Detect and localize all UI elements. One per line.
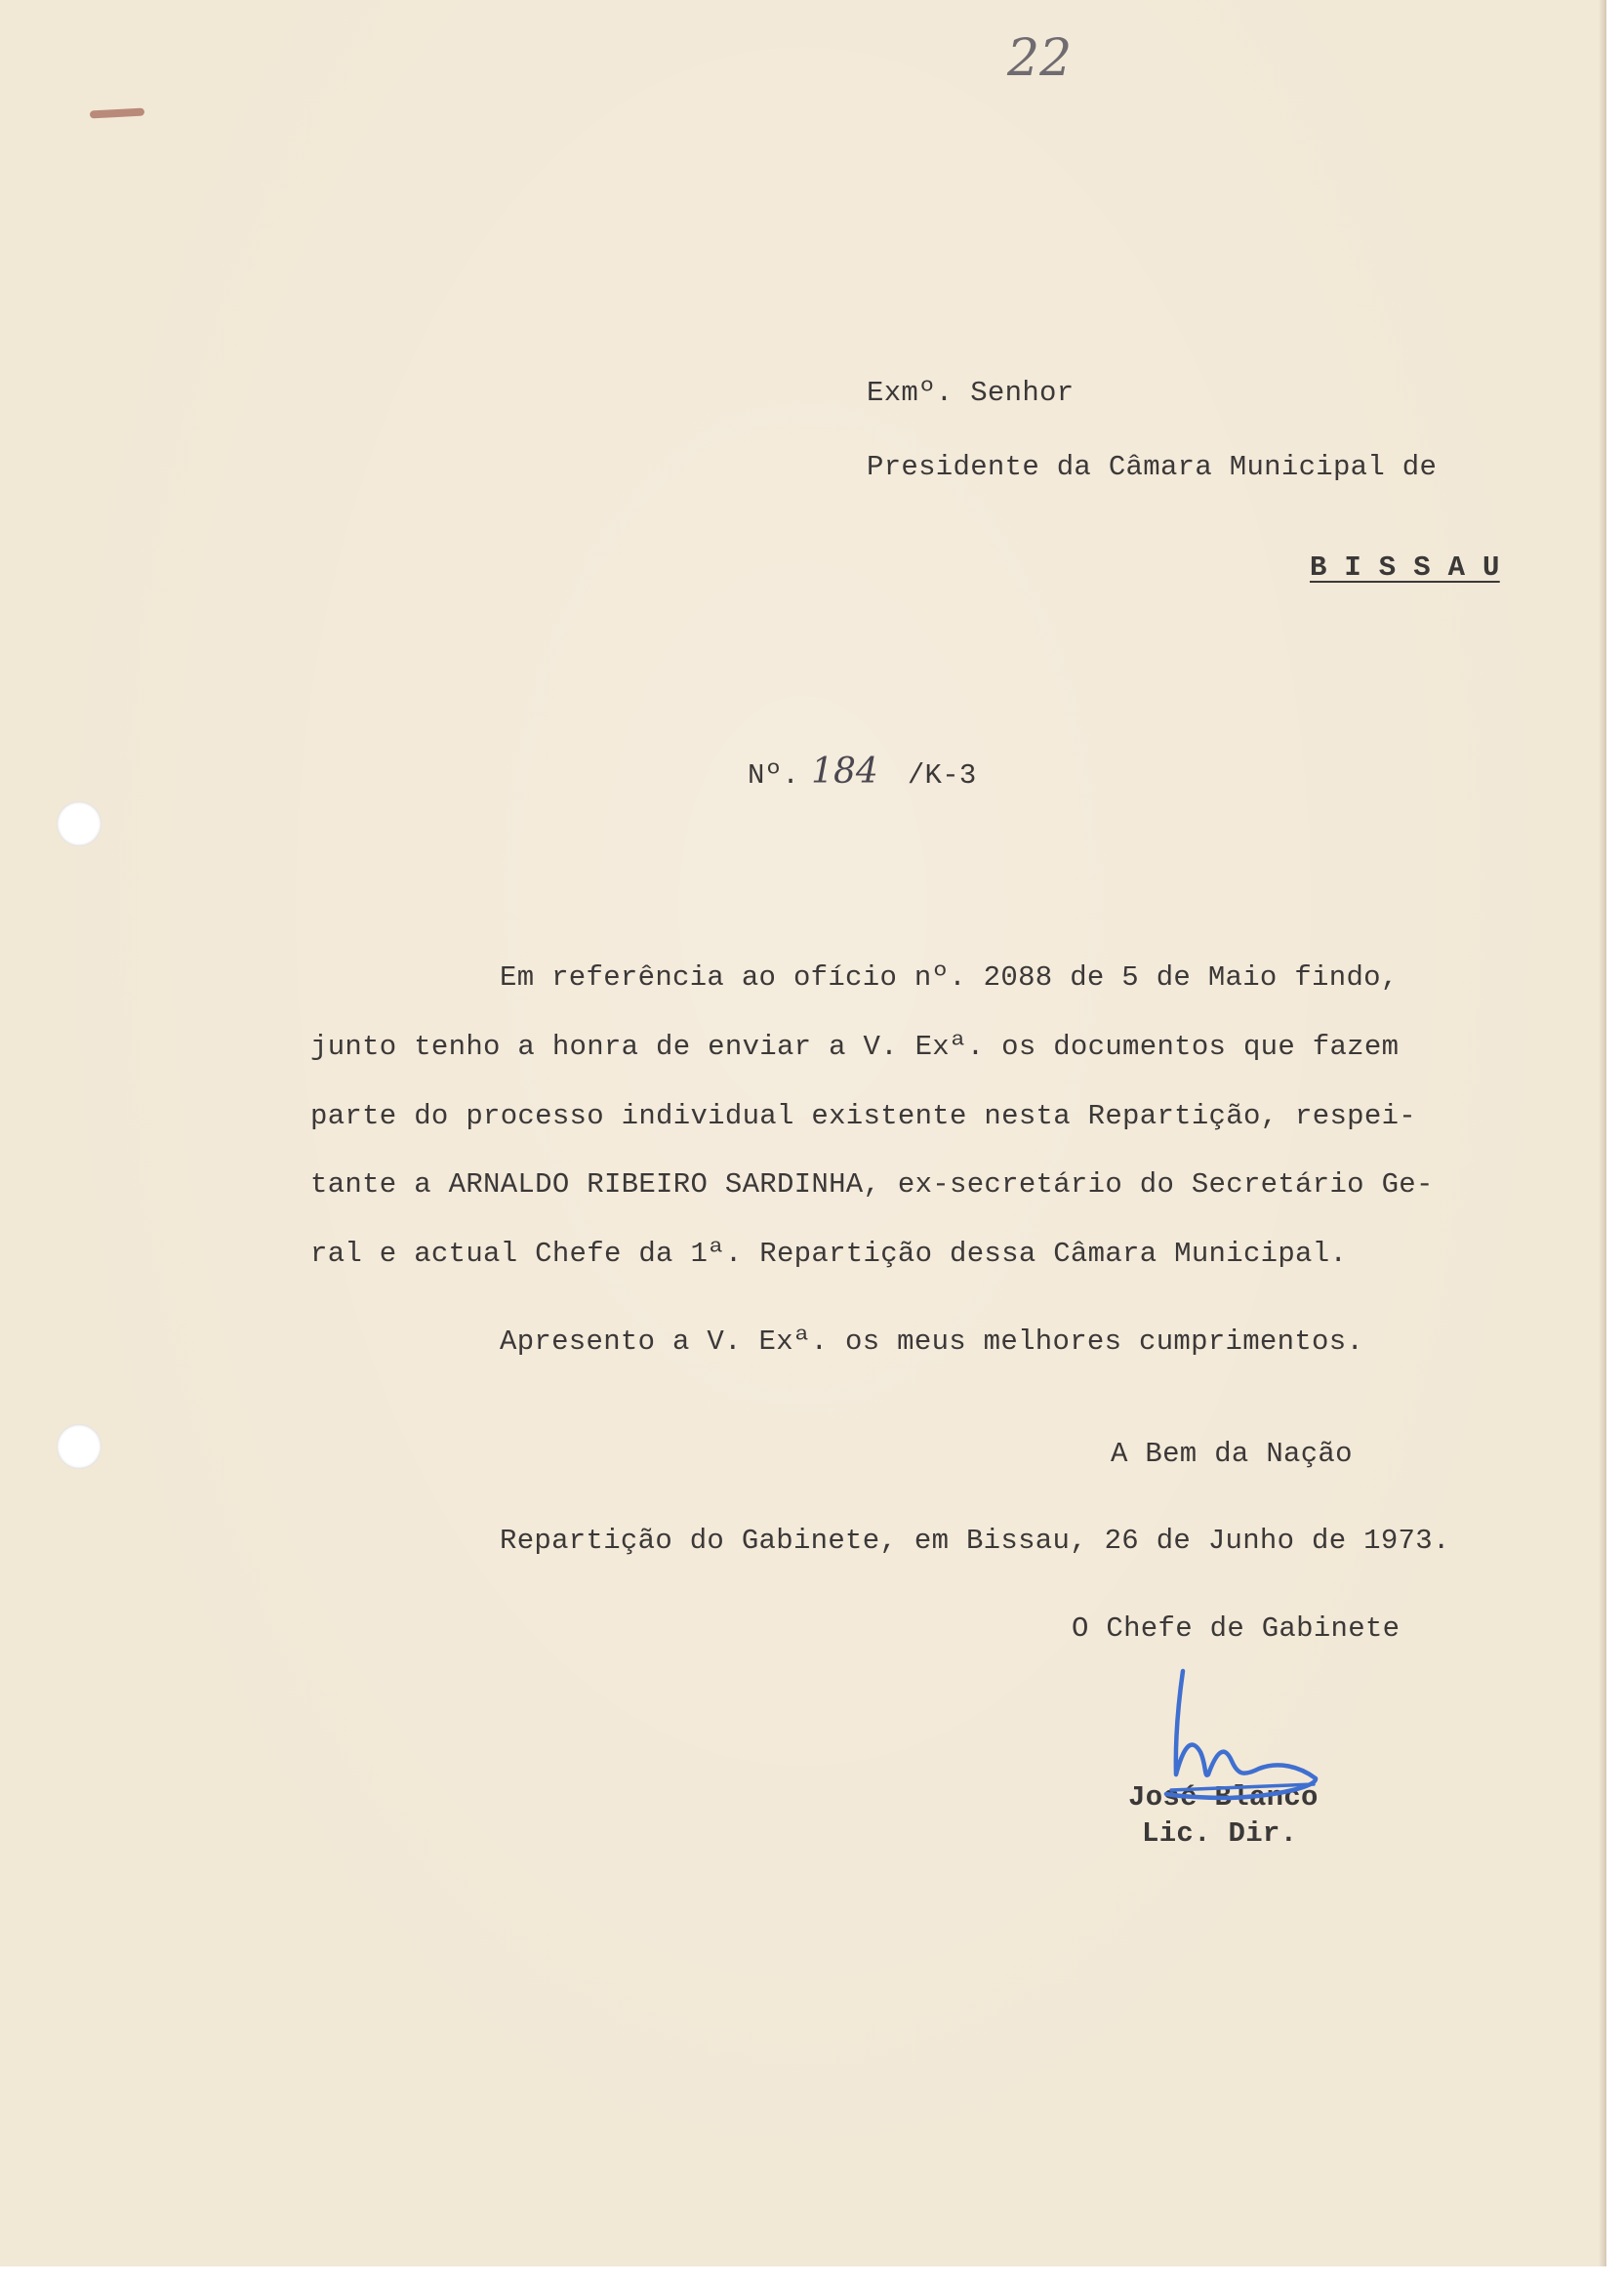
reference-suffix: /K-3 <box>907 759 977 792</box>
reference-prefix: Nº. <box>748 759 800 792</box>
body-line-1: Em referência ao ofício nº. 2088 de 5 de Maio findo, <box>500 961 1399 994</box>
reference-number <box>748 752 977 792</box>
closing-place-date: Repartição do Gabinete, em Bissau, 26 de Junho de 1973. <box>500 1525 1450 1557</box>
body-line-2: junto tenho a honra de enviar a V. Exª. os documentos que fazem <box>310 1031 1400 1063</box>
signatory-credentials: Lic. Dir. <box>1142 1817 1298 1850</box>
paper-stain-mark <box>90 108 144 119</box>
punch-hole-bottom <box>57 1424 102 1469</box>
punch-hole-top <box>57 801 102 846</box>
body-line-3: parte do processo individual existente nesta Repartição, respei- <box>310 1100 1416 1132</box>
signatory-name: José Blanco <box>1128 1781 1319 1814</box>
signatory-role: O Chefe de Gabinete <box>1072 1612 1401 1645</box>
page-edge-shadow <box>1599 0 1606 2266</box>
page-number: 22 <box>1007 29 1073 88</box>
closing-greeting: Apresento a V. Exª. os meus melhores cumprimentos. <box>500 1326 1364 1358</box>
body-line-5: ral e actual Chefe da 1ª. Repartição dessa Câmara Municipal. <box>310 1238 1348 1270</box>
addressee-title: Presidente da Câmara Municipal de <box>867 451 1438 483</box>
body-line-4: tante a ARNALDO RIBEIRO SARDINHA, ex-secretário do Secretário Ge- <box>310 1168 1434 1201</box>
addressee-salutation: Exmº. Senhor <box>867 377 1075 409</box>
addressee-city: B I S S A U <box>1310 551 1500 584</box>
signature-stroke <box>1166 1671 1316 1798</box>
reference-handwritten-number: 184 <box>811 752 878 792</box>
signature-image <box>1122 1659 1347 1825</box>
closing-motto: A Bem da Nação <box>1111 1438 1353 1470</box>
